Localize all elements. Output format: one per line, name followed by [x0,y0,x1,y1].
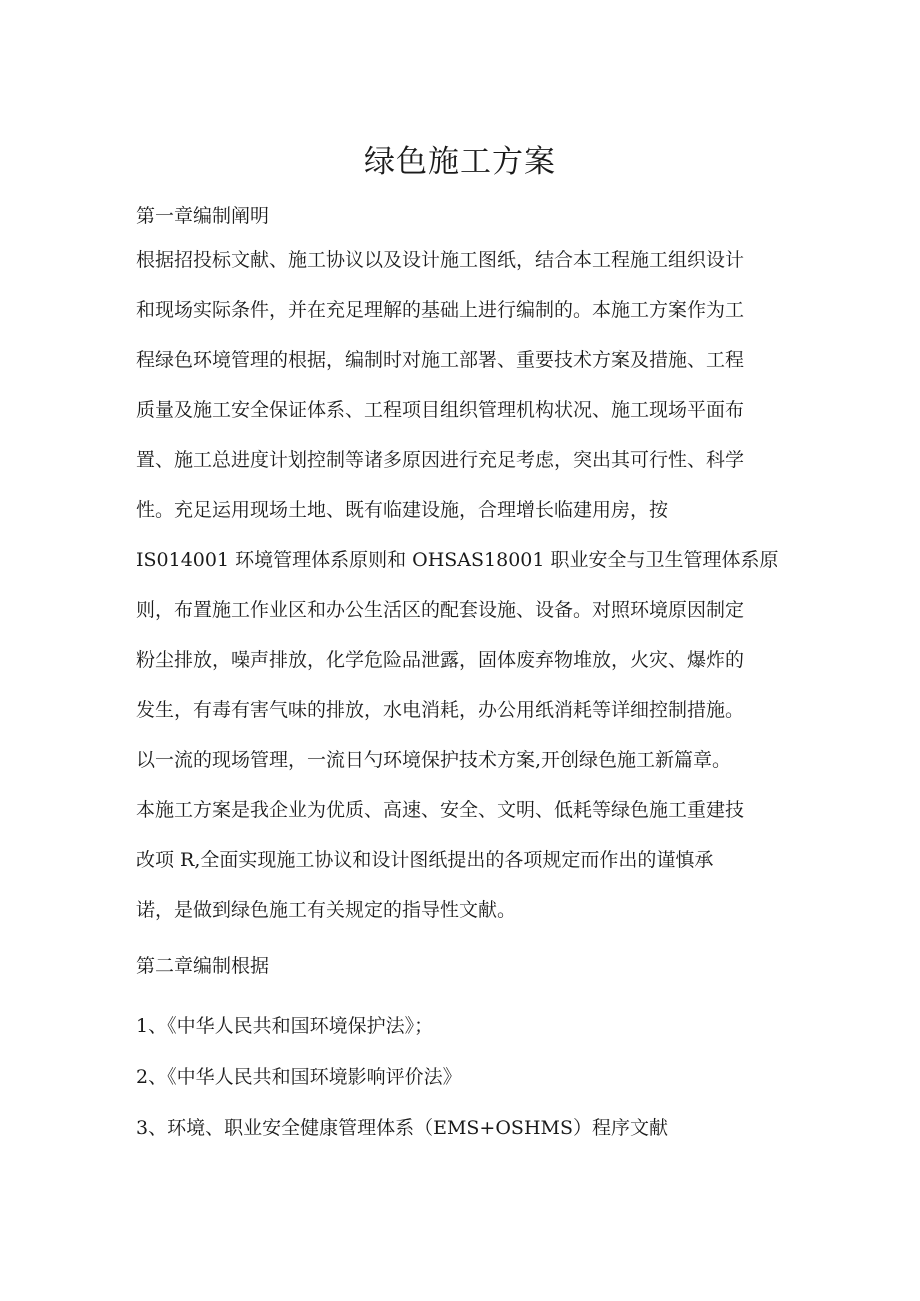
chapter-1-paragraph [136,245,786,945]
paragraph-line: 则，布置施工作业区和办公生活区的配套设施、设备。对照环境原因制定 [136,599,745,621]
chapter-2-heading: 第二章编制根据 [136,955,270,977]
paragraph-line: IS014001 环境管理体系原则和 OHSAS18001 职业安全与卫生管理体系原 [136,549,779,571]
paragraph-line: 和现场实际条件，并在充足理解的基础上进行编制的。本施工方案作为工 [136,299,745,321]
paragraph-line: 以一流的现场管理，一流日勺环境保护技术方案,开创绿色施工新篇章。 [136,749,732,771]
document-title: 绿色施工方案 [364,144,556,180]
reference-item: 1、《中华人民共和国环境保护法》； [136,1015,434,1037]
paragraph-line: 粉尘排放，噪声排放，化学危险品泄露，固体废弃物堆放，火灾、爆炸的 [136,649,745,671]
paragraph-line: 本施工方案是我企业为优质、高速、安全、文明、低耗等绿色施工重建技 [136,799,745,821]
paragraph-line: 发生，有毒有害气味的排放，水电消耗，办公用纸消耗等详细控制措施。 [136,699,745,721]
paragraph-line: 程绿色环境管理的根据，编制时对施工部署、重要技术方案及措施、工程 [136,349,745,371]
reference-list [136,1011,786,1164]
paragraph-line: 改项 R,全面实现施工协议和设计图纸提出的各项规定而作出的谨慎承 [136,849,714,871]
reference-item: 2、《中华人民共和国环境影响评价法》 [136,1066,462,1088]
paragraph-line: 置、施工总进度计划控制等诸多原因进行充足考虑，突出其可行性、科学 [136,449,745,471]
paragraph-line: 质量及施工安全保证体系、工程项目组织管理机构状况、施工现场平面布 [136,399,745,421]
chapter-1-heading: 第一章编制阐明 [136,205,270,227]
paragraph-line: 诺，是做到绿色施工有关规定的指导性文献。 [136,899,517,921]
paragraph-line: 根据招投标文献、施工协议以及设计施工图纸，结合本工程施工组织设计 [136,249,745,271]
reference-item: 3、环境、职业安全健康管理体系（EMS+OSHMS）程序文献 [136,1117,668,1139]
paragraph-line: 性。充足运用现场土地、既有临建设施，合理增长临建用房，按 [136,499,669,521]
